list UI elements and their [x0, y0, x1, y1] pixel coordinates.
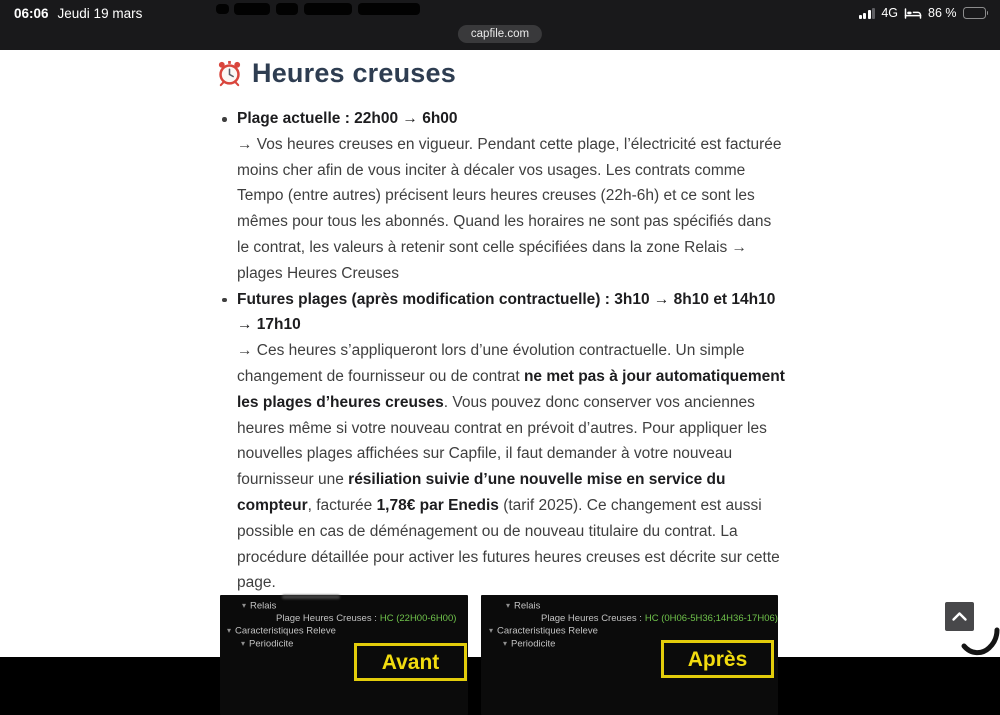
- tree-row: [220, 613, 468, 625]
- before-after-screenshots: [220, 595, 778, 674]
- tree-row: [481, 613, 778, 625]
- redacted-text-block: [216, 4, 229, 14]
- status-right: [859, 5, 988, 21]
- screenshot-after: [481, 595, 778, 715]
- caret-down-icon: ▾: [506, 601, 511, 610]
- tree-row: [220, 600, 468, 613]
- bullet-title: Futures plages (après modification contractuelle) : 3h10 → 8h10 et 14h10 → 17h10: [237, 290, 776, 334]
- redacted-text-block: [234, 3, 270, 15]
- tree-label: Periodicite: [511, 638, 556, 650]
- cellular-signal-icon: [859, 8, 876, 19]
- page-title: [216, 58, 786, 89]
- caret-down-icon: ▾: [503, 639, 508, 649]
- tree-value: HC (0H06-5H36;14H36-17H06): [644, 612, 778, 624]
- bullet-list: [220, 106, 786, 596]
- list-item-current-range: [220, 106, 786, 287]
- bullet-title: Plage actuelle : 22h00 → 6h00: [237, 110, 458, 127]
- date: Jeudi 19 mars: [57, 6, 143, 21]
- tree-label: Plage Heures Creuses :: [541, 612, 642, 624]
- tree-value: HC (22H00-6H00): [379, 612, 457, 624]
- bullet-body: → Vos heures creuses en vigueur. Pendant cette plage, l’électricité est facturée moins cher afin de vous inciter à décaler vos usages. Les contrats comme Tempo (entre autres) précisent leurs heures creuses (22h-6h) et ce sont les mêmes pour tous les abonnés. Quand les horaires ne sont pas spécifiés dans le contrat, les valeurs à retenir sont celle spécifiées dans la zone Relais → plages Heures Creuses: [237, 135, 782, 282]
- tree-label: Caracteristiques Releve: [497, 625, 598, 637]
- tree-label: Caracteristiques Releve: [235, 625, 336, 637]
- caret-down-icon: ▾: [242, 601, 247, 610]
- chevron-up-icon: [951, 611, 968, 622]
- redacted-text-block: [304, 3, 352, 15]
- list-item-future-ranges: [220, 287, 786, 597]
- sleep-focus-bed-icon: [904, 8, 922, 19]
- corner-curve-mark: [961, 627, 1000, 657]
- caret-down-icon: ▾: [241, 639, 246, 649]
- status-bar: [0, 0, 1000, 50]
- tree-row: [481, 625, 778, 638]
- redacted-text-block: [358, 3, 420, 15]
- tree-row: [220, 625, 468, 638]
- network-type-label: 4G: [881, 6, 898, 20]
- tree-row: [481, 600, 778, 613]
- tree-label: Relais: [250, 600, 277, 612]
- caret-down-icon: ▾: [489, 626, 494, 636]
- badge-avant: Avant: [354, 643, 467, 681]
- page-title-text: Heures creuses: [252, 58, 456, 88]
- clock: 06:06: [14, 6, 49, 21]
- status-left: [14, 6, 142, 21]
- caret-down-icon: ▾: [227, 626, 232, 636]
- browser-address-pill[interactable]: capfile.com: [458, 25, 542, 43]
- cropped-text-fragment: [282, 595, 340, 599]
- screenshot-before: [220, 595, 468, 715]
- tree-label: Plage Heures Creuses :: [276, 612, 377, 624]
- badge-apres: Après: [661, 640, 774, 678]
- alarm-clock-icon: [216, 60, 243, 87]
- battery-icon: [963, 7, 989, 19]
- tree-label: Relais: [514, 600, 541, 612]
- battery-percent-label: 86 %: [928, 6, 957, 20]
- article: [220, 58, 786, 596]
- bullet-body: → Ces heures s’appliqueront lors d’une évolution contractuelle. Un simple changement de fournisseur ou de contrat ne met pas à jour automatiquement les plages d’heures creuses. Vous pouvez donc conserver vos anciennes heures même si votre nouveau contrat en prévoit d’autres. Pour appliquer les nouvelles plages affichées sur Capfile, il faut demander à votre nouveau fournisseur une résiliation suivie d’une nouvelle mise en service du compteur, facturée 1,78€ par Enedis (tarif 2025). Ce changement est aussi possible en cas de déménagement ou de nouveau titulaire du contrat. La procédure détaillée pour activer les futures heures creuses est décrite sur cette page.: [237, 342, 785, 592]
- redacted-text-block: [276, 3, 298, 15]
- tree-label: Periodicite: [249, 638, 294, 650]
